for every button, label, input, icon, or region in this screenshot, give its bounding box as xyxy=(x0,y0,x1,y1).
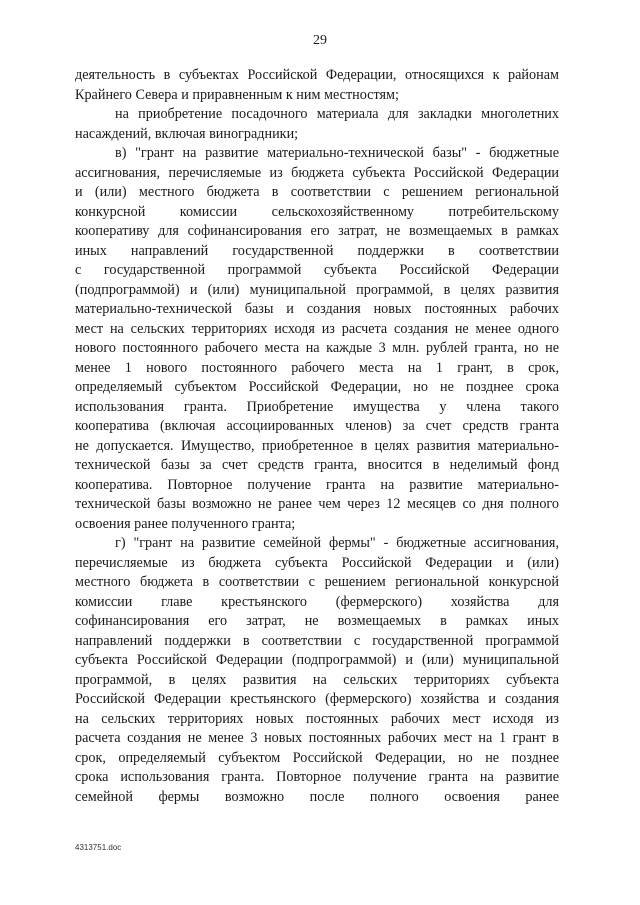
text-line: кооперативу для софинансирования его затрат, не возмещаемых в рамках xyxy=(75,223,559,239)
text-line: на сельских территориях новых постоянных рабочих мест исходя из xyxy=(75,710,559,727)
text-line: (подпрограммой) и (или) муниципальной программой, в целях развития xyxy=(75,281,559,298)
text-line: не допускается. Имущество, приобретенное в целях развития материально- xyxy=(75,437,559,454)
text-line: деятельность в субъектах Российской Федерации, относящихся к районам xyxy=(75,67,559,83)
text-line: комиссии главе крестьянского (фермерского) хозяйства для xyxy=(75,593,559,610)
text-line: иных направлений государственной поддержки в соответствии xyxy=(75,242,559,259)
text-line: перечисляемые из бюджета субъекта Российской Федерации и (или) xyxy=(75,554,559,571)
text-line: Российской Федерации крестьянского (фермерского) хозяйства и создания xyxy=(75,691,559,707)
text-line: освоения ранее полученного гранта; xyxy=(75,515,296,532)
text-line: семейной фермы возможно после полного освоения ранее xyxy=(75,788,559,805)
text-line: на приобретение посадочного материала для закладки многолетних xyxy=(115,106,559,122)
text-line: мест на сельских территориях исходя из расчета создания не менее одного xyxy=(75,320,559,337)
text-line: Крайнего Севера и приравненным к ним местностям; xyxy=(75,86,399,103)
text-line: определяемый субъектом Российской Федерации, но не позднее срока xyxy=(75,379,559,395)
text-line: расчета создания не менее 3 новых постоянных рабочих мест на 1 грант в xyxy=(75,730,559,746)
text-line: конкурсной комиссии сельскохозяйственному потребительскому xyxy=(75,203,559,220)
text-line: технической базы за счет средств гранта, вносится в неделимый фонд xyxy=(75,457,559,473)
text-line: ассигнования, перечисляемые из бюджета субъекта Российской Федерации xyxy=(75,164,559,181)
text-line: и (или) местного бюджета в соответствии с решением региональной xyxy=(75,184,559,200)
page-number: 29 xyxy=(313,33,327,48)
text-line: материально-технической базы и создания новых постоянных рабочих xyxy=(75,301,559,317)
text-line: кооператива (включая ассоциированных членов) за счет средств гранта xyxy=(75,418,559,434)
text-line: программой, в целях развития на сельских территориях субъекта xyxy=(75,671,559,688)
text-line: местного бюджета в соответствии с решением региональной конкурсной xyxy=(75,574,559,590)
text-line: кооператива. Повторное получение гранта на развитие материально- xyxy=(75,476,559,493)
text-line: в) "грант на развитие материально-технической базы" - бюджетные xyxy=(115,145,559,161)
text-line: срока использования гранта. Повторное получение гранта на развитие xyxy=(75,769,559,785)
text-line: нового постоянного рабочего места на каждые 3 млн. рублей гранта, но не xyxy=(75,340,559,356)
text-line: г) "грант на развитие семейной фермы" - бюджетные ассигнования, xyxy=(115,535,559,551)
text-line: направлений поддержки в соответствии с государственной программой xyxy=(75,632,559,649)
text-line: менее 1 нового постоянного рабочего места на 1 грант, в срок, xyxy=(75,359,559,376)
text-line: софинансирования его затрат, не возмещаемых в рамках иных xyxy=(75,613,559,629)
text-line: технической базы возможно не ранее чем через 12 месяцев со дня полного xyxy=(75,496,559,512)
document-body xyxy=(75,66,559,807)
text-line: субъекта Российской Федерации (подпрограммой) и (или) муниципальной xyxy=(75,652,559,668)
text-line: использования гранта. Приобретение имущества у члена такого xyxy=(75,398,559,415)
text-line: насаждений, включая виноградники; xyxy=(75,125,299,142)
text-line: с государственной программой субъекта Российской Федерации xyxy=(75,262,559,278)
text-line: срок, определяемый субъектом Российской Федерации, но не позднее xyxy=(75,749,559,766)
footer-filename: 4313751.doc xyxy=(75,843,122,852)
